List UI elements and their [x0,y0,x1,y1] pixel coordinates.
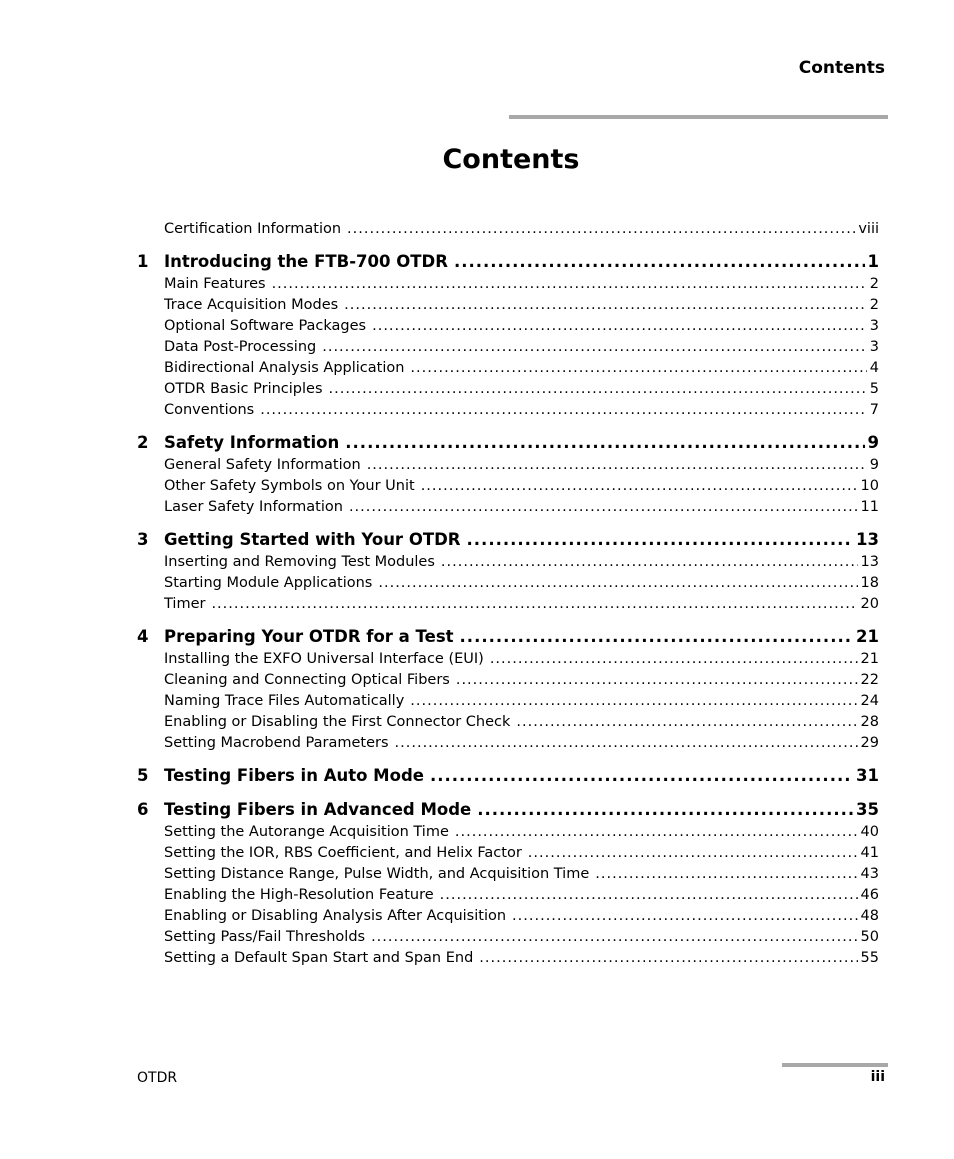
toc-entry-link[interactable] [164,455,879,476]
toc-chapter-link[interactable] [164,528,879,552]
toc-entry-link[interactable] [164,885,879,906]
toc-entry-link[interactable] [164,573,879,594]
toc-page-number: 3 [869,318,879,334]
toc-entry-link[interactable] [164,497,879,518]
toc-leader-dots [479,948,857,969]
footer-rule [782,1063,888,1067]
toc-entry-link[interactable] [164,379,879,400]
toc-entry-title: Setting Macrobend Parameters [164,735,389,751]
toc-entry-link[interactable] [164,822,879,843]
toc-entry-title: Other Safety Symbols on Your Unit [164,478,415,494]
toc-chapter-link[interactable] [164,798,879,822]
toc-chapter-number: 6 [137,800,149,819]
toc-chapter-number: 3 [137,530,149,549]
toc-entry-link[interactable] [164,906,879,927]
toc-entry-title: Safety Information [164,433,340,452]
toc-entry-title: Cleaning and Connecting Optical Fibers [164,672,450,688]
toc-entry-link[interactable] [164,670,879,691]
toc-entry-link[interactable] [164,843,879,864]
toc-page-number: 2 [869,297,879,313]
toc-entry-link[interactable] [164,712,879,733]
running-head: Contents [798,58,885,78]
toc-page-number: 43 [860,866,879,882]
toc-entry-title: Getting Started with Your OTDR [164,530,461,549]
toc-chapter-link[interactable] [164,250,879,274]
toc-entry-title: Setting Pass/Fail Thresholds [164,929,366,945]
toc-page-number: 9 [867,433,879,452]
toc-page-number: 5 [869,381,879,397]
toc-leader-dots [512,906,858,927]
toc-leader-dots [516,712,857,733]
toc-leader-dots [440,885,858,906]
toc-page-number: 50 [860,929,879,945]
toc-entry-link[interactable] [164,691,879,712]
toc-leader-dots [347,219,855,240]
toc-entry-title: Setting a Default Span Start and Span End [164,950,474,966]
toc-leader-dots [395,733,858,754]
toc-entry-link[interactable] [164,927,879,948]
toc-entry-title: Bidirectional Analysis Application [164,360,405,376]
header-rule [509,115,888,119]
toc-leader-dots [490,649,858,670]
toc-entry-title: Laser Safety Information [164,499,343,515]
toc-entry-title: Setting the Autorange Acquisition Time [164,824,449,840]
toc-page-number: 22 [860,672,879,688]
toc-page-number: 21 [856,627,879,646]
toc-entry-title: Data Post-Processing [164,339,317,355]
toc-chapter-number: 2 [137,433,149,452]
toc-entry-link[interactable] [164,552,879,573]
toc-entry-title: Enabling the High-Resolution Feature [164,887,434,903]
toc-entry-link[interactable] [164,400,879,421]
toc-page-number: 3 [869,339,879,355]
toc-page-number: 31 [856,766,879,785]
toc-entry-link[interactable] [164,649,879,670]
toc-entry-title: Preparing Your OTDR for a Test [164,627,454,646]
footer-page-number: iii [870,1069,885,1085]
toc-chapter-link[interactable] [164,625,879,649]
toc-entry-title: Optional Software Packages [164,318,367,334]
toc-leader-dots [460,625,854,649]
toc-leader-dots [595,864,857,885]
toc-page-number: 55 [860,950,879,966]
toc-chapter-link[interactable] [164,431,879,455]
toc-page-number: 18 [860,575,879,591]
toc-leader-dots [454,250,865,274]
toc-entry-link[interactable] [164,219,879,240]
toc-leader-dots [349,497,858,518]
toc-page-number: 4 [869,360,879,376]
toc-entry-link[interactable] [164,337,879,358]
toc-leader-dots [528,843,858,864]
page-title: Contents [442,144,580,175]
toc-entry-title: Setting Distance Range, Pulse Width, and Acquisition Time [164,866,590,882]
footer-product-name: OTDR [137,1070,178,1086]
toc-page-number: 13 [856,530,879,549]
toc-entry-link[interactable] [164,864,879,885]
toc-leader-dots [410,358,866,379]
toc-leader-dots [345,431,864,455]
toc-entry-link[interactable] [164,594,879,615]
toc-page-number: 13 [860,554,879,570]
toc-entry-link[interactable] [164,295,879,316]
toc-entry-title: General Safety Information [164,457,361,473]
toc-chapter-number: 4 [137,627,149,646]
toc-leader-dots [378,573,857,594]
toc-page-number: 2 [869,276,879,292]
toc-leader-dots [441,552,858,573]
toc-page-number: 7 [869,402,879,418]
toc-leader-dots [455,822,858,843]
toc-leader-dots [456,670,858,691]
toc-page-number: 9 [869,457,879,473]
toc-entry-title: Certification Information [164,221,342,237]
toc-chapter-number: 1 [137,252,149,271]
toc-page-number: 41 [860,845,879,861]
toc-leader-dots [272,274,867,295]
toc-page-number: 11 [860,499,879,515]
toc-leader-dots [372,316,867,337]
toc-entry-title: Enabling or Disabling the First Connector Check [164,714,511,730]
toc-entry-title: Main Features [164,276,266,292]
toc-chapter-link[interactable] [164,764,879,788]
toc-entry-link[interactable] [164,948,879,969]
toc-leader-dots [260,400,867,421]
toc-entry-title: Testing Fibers in Auto Mode [164,766,424,785]
toc-entry-link[interactable] [164,358,879,379]
toc-page-number: 40 [860,824,879,840]
toc-leader-dots [421,476,858,497]
toc-entry-link[interactable] [164,316,879,337]
toc-entry-link[interactable] [164,733,879,754]
toc-leader-dots [344,295,867,316]
toc-entry-link[interactable] [164,476,879,497]
toc-entry-title: Starting Module Applications [164,575,373,591]
toc-entry-title: Timer [164,596,206,612]
toc-entry-title: Introducing the FTB-700 OTDR [164,252,448,271]
toc-entry-link[interactable] [164,274,879,295]
toc-entry-title: Testing Fibers in Advanced Mode [164,800,472,819]
toc-leader-dots [430,764,853,788]
toc-leader-dots [371,927,857,948]
toc-page-number: 35 [856,800,879,819]
toc-page-number: 24 [860,693,879,709]
toc-chapter-number: 5 [137,766,149,785]
toc-leader-dots [329,379,867,400]
toc-entry-title: Inserting and Removing Test Modules [164,554,435,570]
toc-leader-dots [410,691,857,712]
toc-leader-dots [477,798,853,822]
toc-page-number: 10 [860,478,879,494]
toc-page-number: 20 [860,596,879,612]
toc-leader-dots [322,337,867,358]
toc-page-number: viii [858,221,879,237]
toc-page-number: 46 [860,887,879,903]
toc-entry-title: Setting the IOR, RBS Coefficient, and Helix Factor [164,845,522,861]
toc-entry-title: Naming Trace Files Automatically [164,693,405,709]
toc-entry-title: Conventions [164,402,255,418]
toc-page-number: 21 [860,651,879,667]
toc-page-number: 28 [860,714,879,730]
toc-page-number: 29 [860,735,879,751]
toc-page-number: 1 [867,252,879,271]
toc-leader-dots [467,528,854,552]
toc-leader-dots [367,455,867,476]
toc-entry-title: Enabling or Disabling Analysis After Acquisition [164,908,507,924]
toc-entry-title: Trace Acquisition Modes [164,297,339,313]
toc-entry-title: Installing the EXFO Universal Interface (EUI) [164,651,484,667]
toc-leader-dots [211,594,857,615]
toc-entry-title: OTDR Basic Principles [164,381,323,397]
toc-page-number: 48 [860,908,879,924]
